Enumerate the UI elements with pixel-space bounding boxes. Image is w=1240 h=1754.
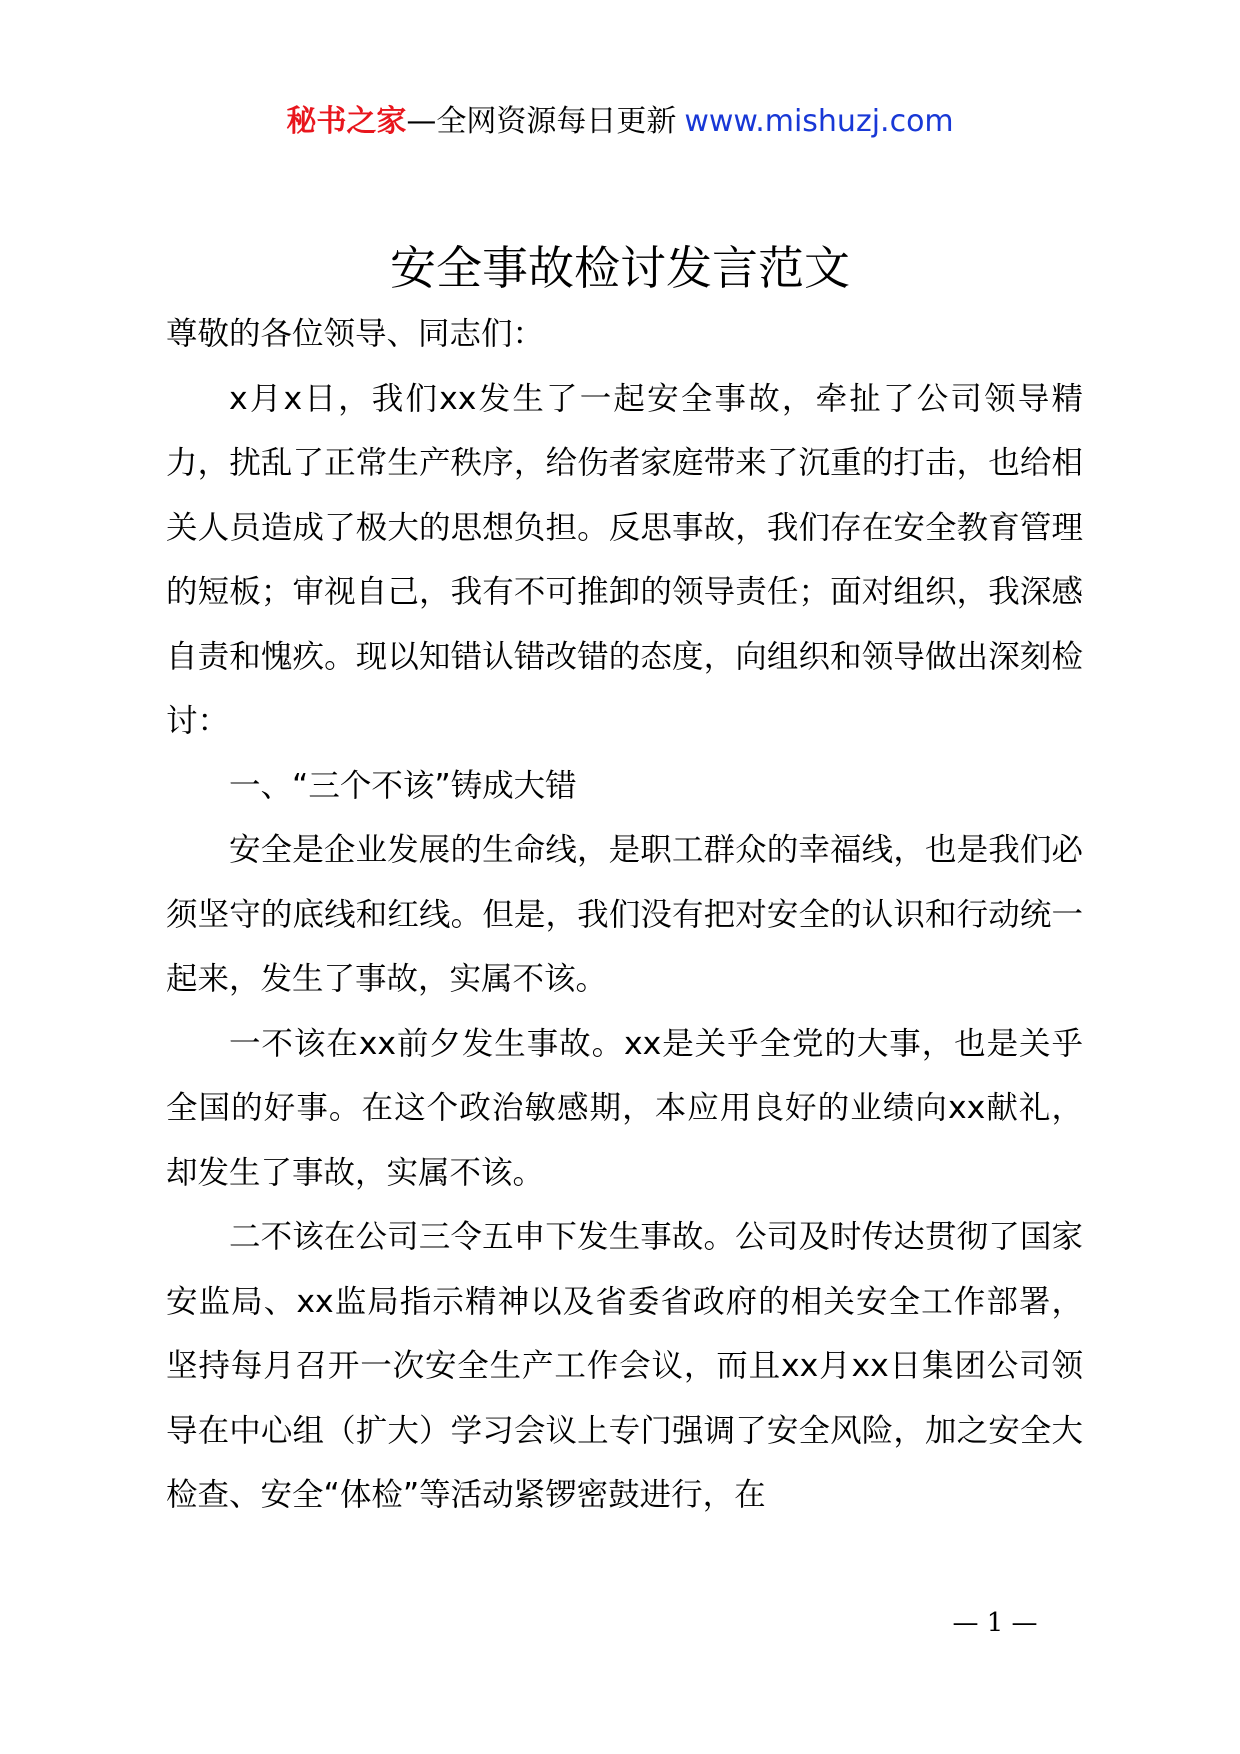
section-heading: 一、“三个不该”铸成大错 <box>229 767 577 804</box>
brand-name: 秘书之家 <box>286 104 407 139</box>
intro-paragraph: x月x日，我们xx发生了一起安全事故，牵扯了公司领导精力，扰乱了正常生产秩序，给伤者家庭带来了沉重的打击，也给相关人员造成了极大的思想负担。反思事故，我们存在安全教育管理的短板；审视自己，我有不可推卸的领导责任；面对组织，我深感自责和愧疚。现以知错认错改错的态度，向组织和领导做出深刻检讨： <box>166 380 1083 739</box>
section-paragraph-3: 二不该在公司三令五申下发生事故。公司及时传达贯彻了国家安监局、xx监局指示精神以及省委省政府的相关安全工作部署，坚持每月召开一次安全生产工作会议，而且xx月xx日集团公司领导在中心组（扩大）学习会议上专门强调了安全风险，加之安全大检查、安全“体检”等活动紧锣密鼓进行，在 <box>166 1219 1083 1513</box>
section-paragraph-1: 安全是企业发展的生命线，是职工群众的幸福线，也是我们必须坚守的底线和红线。但是，我们没有把对安全的认识和行动统一起来，发生了事故，实属不该。 <box>166 832 1083 997</box>
site-url-link[interactable]: www.mishuzj.com <box>684 104 954 139</box>
site-header <box>0 100 1240 144</box>
page-number: — 1 — <box>952 1608 1038 1638</box>
section-paragraph-2: 一不该在xx前夕发生事故。xx是关乎全党的大事，也是关乎全国的好事。在这个政治敏感期，本应用良好的业绩向xx献礼，却发生了事故，实属不该。 <box>166 1025 1083 1191</box>
document-title: 安全事故检讨发言范文 <box>390 241 850 295</box>
salutation: 尊敬的各位领导、同志们： <box>166 316 545 352</box>
document-body <box>166 302 1083 1528</box>
header-tagline: —全网资源每日更新 <box>406 104 677 139</box>
